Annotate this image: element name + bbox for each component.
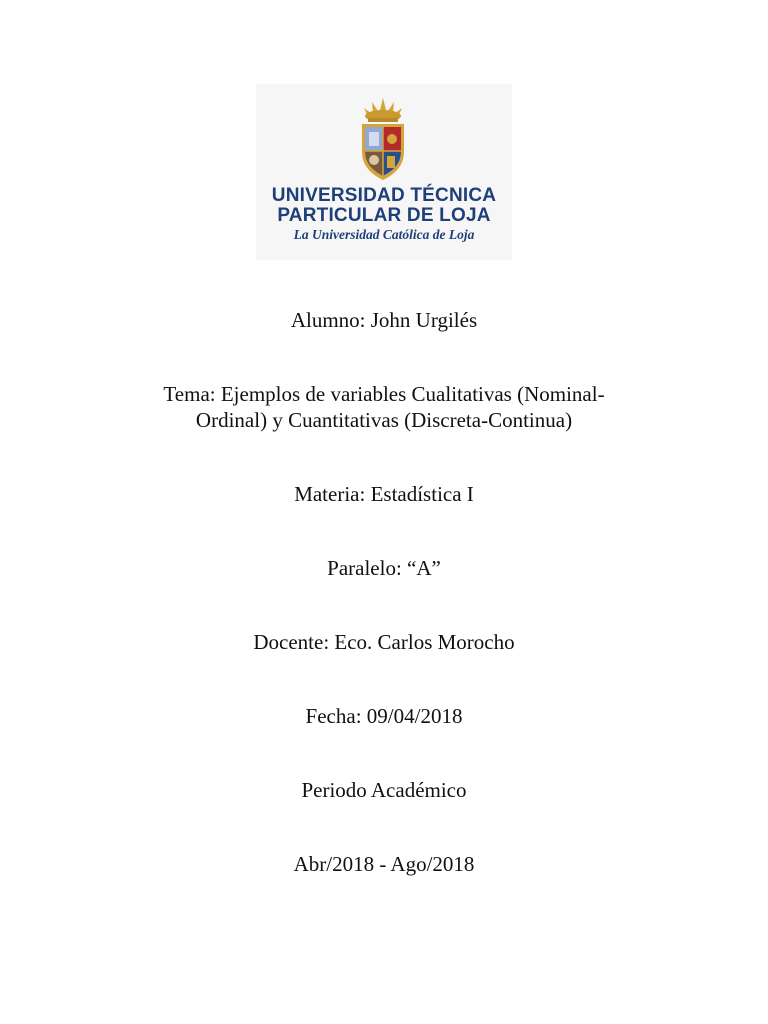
teacher-line: Docente: Eco. Carlos Morocho bbox=[253, 630, 515, 654]
section-line: Paralelo: “A” bbox=[327, 556, 441, 580]
academic-period-value: Abr/2018 - Ago/2018 bbox=[293, 852, 475, 876]
student-line: Alumno: John Urgilés bbox=[290, 308, 478, 332]
academic-period-label: Periodo Académico bbox=[301, 778, 467, 802]
university-logo bbox=[256, 84, 512, 260]
logo-university-name-line-2: PARTICULAR DE LOJA bbox=[277, 205, 491, 226]
topic-line-2: Ordinal) y Cuantitativas (Discreta-Continua) bbox=[195, 408, 573, 432]
logo-university-name-line-1: UNIVERSIDAD TÉCNICA bbox=[271, 185, 497, 206]
date-line: Fecha: 09/04/2018 bbox=[305, 704, 463, 728]
subject-line: Materia: Estadística I bbox=[294, 482, 474, 506]
topic-line-1: Tema: Ejemplos de variables Cualitativas (Nominal- bbox=[163, 382, 605, 406]
logo-tagline: La Universidad Católica de Loja bbox=[293, 227, 475, 242]
university-crest-icon bbox=[354, 96, 412, 182]
